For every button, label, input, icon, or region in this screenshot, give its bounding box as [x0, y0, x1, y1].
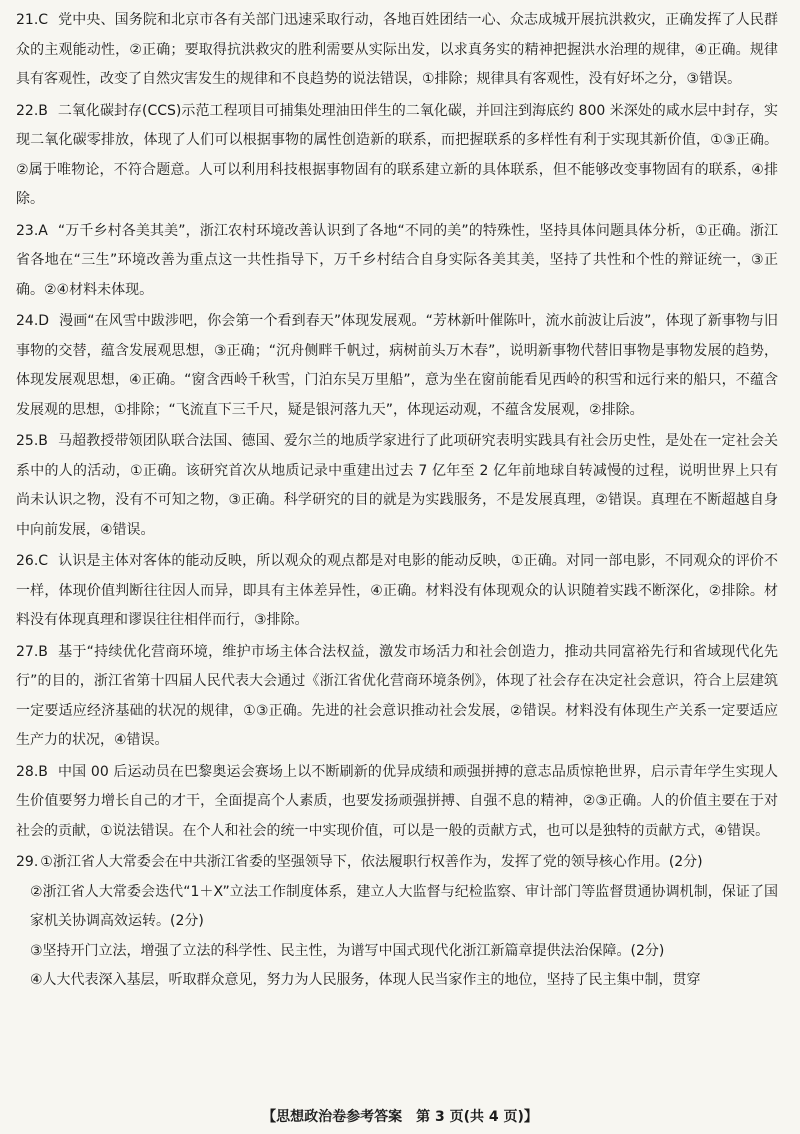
answer-29-point-2: ②浙江省人大常委会迭代“1＋X”立法工作制度体系，建立人大监督与纪检监察、审计部门等监督贯通协调机制，保证了国家机关协调高效运转。(2分) [30, 883, 778, 929]
answer-number: 29. [16, 854, 39, 870]
answer-text: 基于“持续优化营商环境，维护市场主体合法权益，激发市场活力和社会创造力，推动共同富裕先行和省域现代化先行”的目的，浙江省第十四届人民代表大会通过《浙江省优化营商环境条例》，体现了社会存在决定社会意识，符合上层建筑一定要适应经济基础的状况的规律，①③正确。先进的社会意识推动社会发展，②错误。材料没有体现生产关系一定要适应生产力的状况，④错误。 [16, 643, 778, 748]
answer-22 [16, 97, 778, 215]
answer-29-point-3: ③坚持开门立法，增强了立法的科学性、民主性，为谱写中国式现代化浙江新篇章提供法治保障。(2分) [30, 942, 665, 959]
answer-text: 中国 00 后运动员在巴黎奥运会赛场上以不断刷新的优异成绩和顽强拼搏的意志品质惊艳世界，启示青年学生实现人生价值要努力增长自己的才干，全面提高个人素质，也要发扬顽强拼搏、自强不息的精神，②③正确。人的价值主要在于对社会的贡献，①说法错误。在个人和社会的统一中实现价值，可以是一般的贡献方式，也可以是独特的贡献方式，④错误。 [16, 763, 778, 839]
answer-number: 24.D [16, 313, 50, 329]
answer-text: 马超教授带领团队联合法国、德国、爱尔兰的地质学家进行了此项研究表明实践具有社会历史性，是处在一定社会关系中的人的活动，①正确。该研究首次从地质记录中重建出过去 7 亿年至 2 亿年前地球自转减慢的过程，说明世界上只有尚未认识之物，没有不可知之物，③正确。科学研究的目的就是为实践服务，不是发展真理，②错误。真理在不断超越自身中向前发展，④错误。 [16, 433, 778, 538]
answer-number: 26.C [16, 553, 49, 569]
answer-23 [16, 217, 778, 306]
answer-26 [16, 547, 778, 636]
answer-text: 漫画“在风雪中跋涉吧，你会第一个看到春天”体现发展观。“芳林新叶催陈叶，流水前波让后波”，体现了新事物与旧事物的交替，蕴含发展观思想，③正确；“沉舟侧畔千帆过，病树前头万木春”，说明新事物代替旧事物是事物发展的趋势，体现发展观思想，④正确。“窗含西岭千秋雪，门泊东吴万里船”，意为坐在窗前能看见西岭的积雪和远行来的船只，不蕴含发展观的思想，①排除；“飞流直下三千尺，疑是银河落九天”，体现运动观，不蕴含发展观，②排除。 [16, 313, 778, 418]
answer-number: 21.C [16, 12, 49, 28]
answer-text: ①浙江省人大常委会在中共浙江省委的坚强领导下，依法履职行权善作为，发挥了党的领导核心作用。(2分) [40, 854, 703, 870]
answer-number: 23.A [16, 222, 48, 239]
answer-text: 党中央、国务院和北京市各有关部门迅速采取行动，各地百姓团结一心、众志成城开展抗洪救灾，正确发挥了人民群众的主观能动性，②正确；要取得抗洪救灾的胜利需要从实际出发，以求真务实的精神把握洪水治理的规律，④正确。规律具有客观性，改变了自然灾害发生的规律和不良趋势的说法错误，①排除；规律具有客观性，没有好坏之分，③错误。 [16, 12, 778, 87]
answer-28 [16, 758, 778, 847]
answer-text: 认识是主体对客体的能动反映，所以观众的观点都是对电影的能动反映，①正确。对同一部电影，不同观众的评价不一样，体现价值判断往往因人而异，即具有主体差异性，④正确。材料没有体现观众的认识随着实践不断深化，②排除。材料没有体现真理和谬误往往相伴而行，③排除。 [16, 553, 778, 628]
answer-text: “万千乡村各美其美”，浙江农村环境改善认识到了各地“不同的美”的特殊性，坚持具体问题具体分析，①正确。浙江省各地在“三生”环境改善为重点这一共性指导下，万千乡村结合自身实际各美其美，坚持了共性和个性的辩证统一，③正确。②④材料未体现。 [16, 222, 778, 298]
answer-29-point-1 [16, 848, 778, 878]
answer-25 [16, 427, 778, 545]
answer-number: 27.B [16, 643, 48, 660]
page-footer: 【思想政治卷参考答案 第 3 页(共 4 页)】 [262, 1109, 538, 1125]
answer-text: 二氧化碳封存(CCS)示范工程项目可捕集处理油田伴生的二氧化碳，并回注到海底约 800 米深处的咸水层中封存，实现二氧化碳零排放，体现了人们可以根据事物的属性创造新的联系，而把握联系的多样性有利于实现其新价值，①③正确。②属于唯物论，不符合题意。人可以利用科技根据事物固有的联系建立新的具体联系，但不能够改变事物固有的联系，④排除。 [16, 102, 778, 207]
answer-27 [16, 638, 778, 756]
answer-29 [16, 848, 778, 996]
answer-21 [16, 6, 778, 95]
answer-number: 25.B [16, 433, 48, 449]
answer-24 [16, 307, 778, 425]
answer-29-point-4: ④人大代表深入基层，听取群众意见，努力为人民服务，体现人民当家作主的地位，坚持了民主集中制，贯穿 [30, 972, 701, 988]
answer-number: 22.B [16, 102, 48, 119]
answer-number: 28.B [16, 763, 48, 780]
